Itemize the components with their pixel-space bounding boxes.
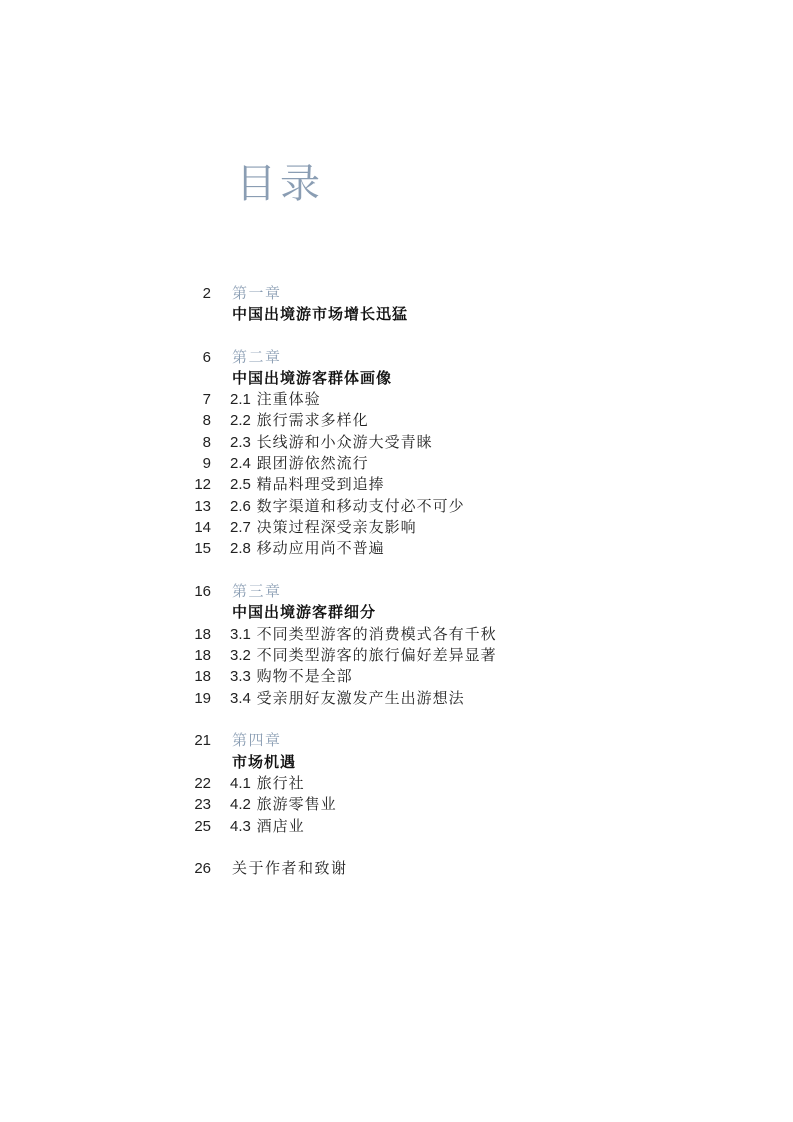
toc-section[interactable]	[0, 410, 793, 431]
section-title: 旅行社	[256, 774, 305, 792]
section-number: 2.2	[230, 412, 251, 429]
toc-section[interactable]	[0, 538, 793, 559]
page-number: 6	[202, 349, 211, 366]
section-title: 长线游和小众游大受青睐	[256, 433, 433, 451]
toc-chapter-heading[interactable]	[0, 368, 793, 389]
section-number: 3.1	[230, 626, 251, 643]
section-number: 2.3	[230, 434, 251, 451]
chapter-heading: 中国出境游市场增长迅猛	[232, 305, 409, 323]
toc-section[interactable]	[0, 816, 793, 837]
toc-section[interactable]	[0, 496, 793, 517]
page-number: 15	[194, 540, 211, 557]
section-title: 受亲朋好友激发产生出游想法	[256, 689, 465, 707]
section-title: 注重体验	[256, 390, 321, 408]
section-number: 2.7	[230, 519, 251, 536]
section-number: 3.3	[230, 668, 251, 685]
page-number: 18	[194, 626, 211, 643]
toc-chapter-label[interactable]	[0, 581, 793, 602]
toc-chapter-label[interactable]	[0, 347, 793, 368]
page-number: 9	[202, 455, 211, 472]
toc-chapter-heading[interactable]	[0, 602, 793, 623]
page-number: 14	[194, 519, 211, 536]
chapter-label: 第二章	[232, 348, 282, 366]
chapter-label: 第四章	[232, 731, 282, 749]
page-number: 21	[194, 732, 211, 749]
page-number: 7	[202, 391, 211, 408]
page-number: 22	[194, 775, 211, 792]
section-title: 酒店业	[256, 817, 305, 835]
toc-section[interactable]	[0, 666, 793, 687]
section-title: 旅行需求多样化	[256, 411, 369, 429]
toc-section[interactable]	[0, 517, 793, 538]
page-number: 8	[202, 412, 211, 429]
toc-title: 目录	[236, 161, 324, 207]
page-number: 8	[202, 434, 211, 451]
chapter-label: 第三章	[232, 582, 282, 600]
section-number: 2.1	[230, 391, 251, 408]
section-title: 移动应用尚不普遍	[256, 539, 385, 557]
page-number: 26	[194, 860, 211, 877]
section-number: 4.1	[230, 775, 251, 792]
section-title: 决策过程深受亲友影响	[256, 518, 417, 536]
toc-chapter-label[interactable]	[0, 730, 793, 751]
toc-section[interactable]	[0, 474, 793, 495]
section-title: 购物不是全部	[256, 667, 353, 685]
section-title: 精品料理受到追捧	[256, 475, 385, 493]
page-number: 23	[194, 796, 211, 813]
section-title: 不同类型游客的消费模式各有千秋	[256, 625, 497, 643]
section-title: 旅游零售业	[256, 795, 337, 813]
section-number: 3.2	[230, 647, 251, 664]
page-number: 2	[202, 285, 211, 302]
section-number: 2.5	[230, 476, 251, 493]
section-number: 4.2	[230, 796, 251, 813]
toc-section[interactable]	[0, 645, 793, 666]
page-number: 13	[194, 498, 211, 515]
section-title: 不同类型游客的旅行偏好差异显著	[256, 646, 497, 664]
toc-chapter-heading[interactable]	[0, 752, 793, 773]
section-number: 2.6	[230, 498, 251, 515]
section-number: 4.3	[230, 818, 251, 835]
section-number: 3.4	[230, 690, 251, 707]
toc-chapter-heading[interactable]	[0, 304, 793, 325]
section-title: 跟团游依然流行	[256, 454, 369, 472]
chapter-heading: 市场机遇	[232, 753, 297, 771]
toc-section[interactable]	[0, 624, 793, 645]
section-number: 2.4	[230, 455, 251, 472]
page-number: 25	[194, 818, 211, 835]
section-title: 数字渠道和移动支付必不可少	[256, 497, 465, 515]
toc-chapter-label[interactable]	[0, 283, 793, 304]
about-label: 关于作者和致谢	[232, 859, 348, 877]
page-number: 19	[194, 690, 211, 707]
toc-section[interactable]	[0, 432, 793, 453]
chapter-label: 第一章	[232, 284, 282, 302]
toc-section[interactable]	[0, 794, 793, 815]
page-number: 18	[194, 647, 211, 664]
chapter-heading: 中国出境游客群体画像	[232, 369, 393, 387]
section-number: 2.8	[230, 540, 251, 557]
page-number: 18	[194, 668, 211, 685]
toc-section[interactable]	[0, 453, 793, 474]
chapter-heading: 中国出境游客群细分	[232, 603, 377, 621]
toc-section[interactable]	[0, 389, 793, 410]
toc-about[interactable]	[0, 858, 793, 879]
page-number: 12	[194, 476, 211, 493]
toc-section[interactable]	[0, 773, 793, 794]
toc-section[interactable]	[0, 688, 793, 709]
page-number: 16	[194, 583, 211, 600]
